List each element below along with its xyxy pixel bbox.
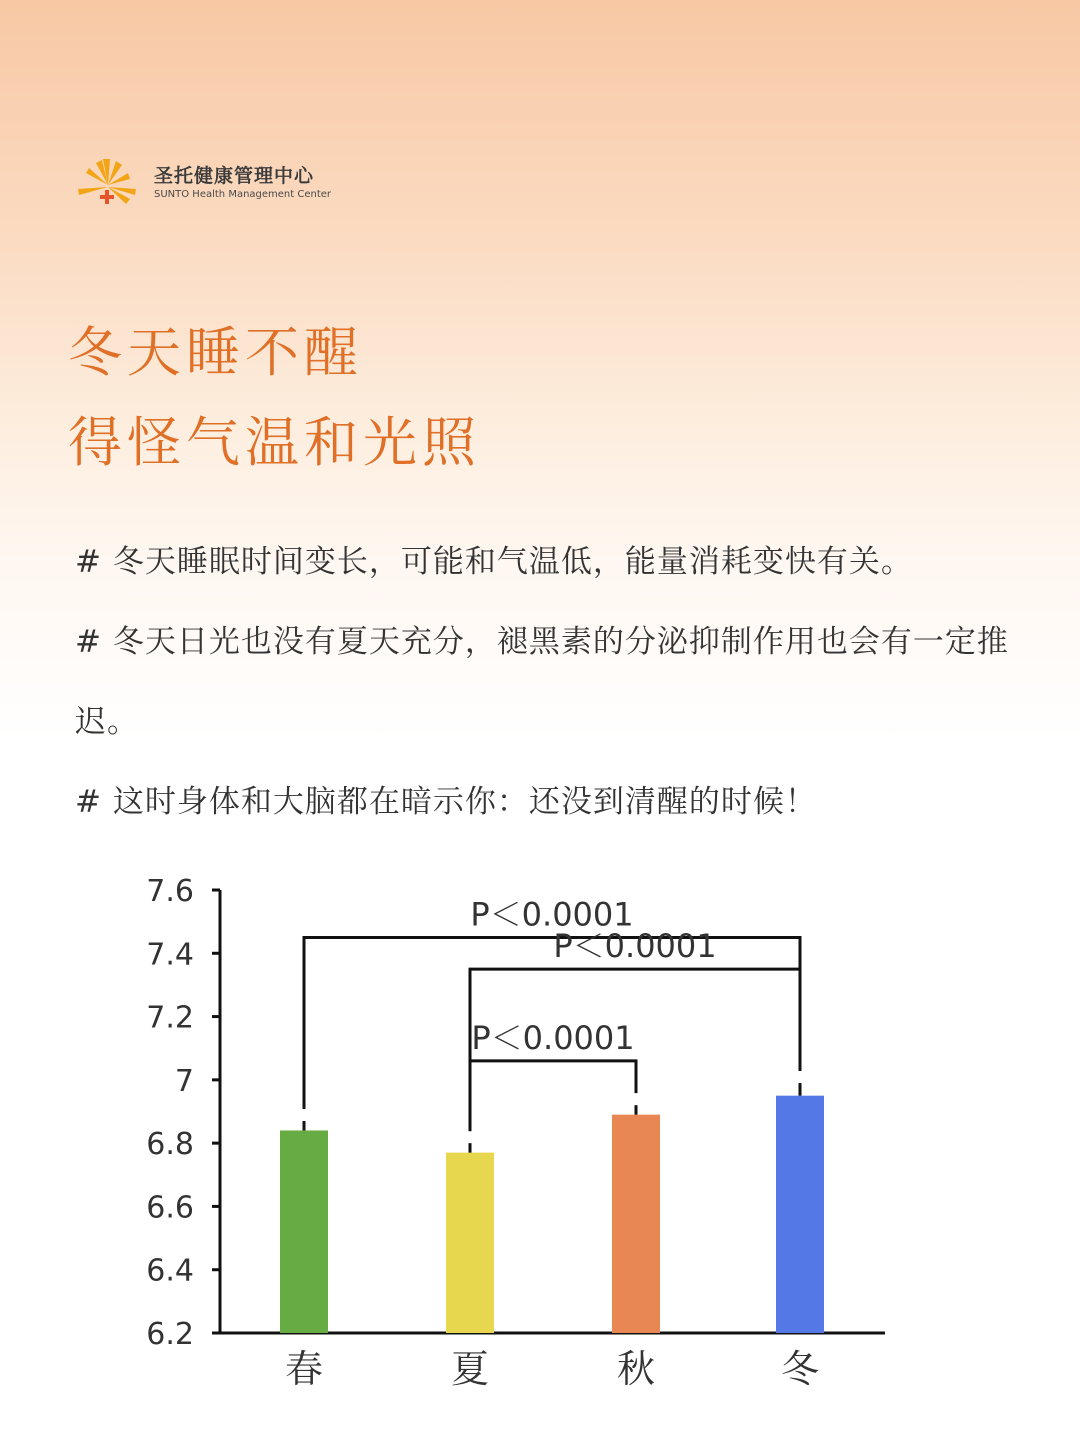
significance-label: P＜0.0001 [553,927,717,966]
brand-name-cn: 圣托健康管理中心 [154,165,315,187]
sun-cross-logo-icon [72,155,144,211]
significance-bracket [470,1061,636,1131]
y-tick-label: 6.8 [146,1127,194,1163]
bar [612,1115,660,1333]
x-tick-label: 冬 [780,1347,820,1391]
headline-line-1: 冬天睡不醒 [68,321,363,384]
significance-label: P＜0.0001 [471,1018,635,1057]
bar [776,1096,824,1333]
bullet-list [75,522,1040,842]
brand-name-en: SUNTO Health Management Center [154,189,332,200]
bullet-item: # 冬天睡眠时间变长，可能和气温低，能量消耗变快有关。 [75,544,913,580]
y-tick-label: 7.4 [146,937,194,973]
y-tick-label: 7 [174,1063,194,1099]
bullet-item: # 冬天日光也没有夏天充分，褪黑素的分泌抑制作用也会有一定推迟。 [75,624,1009,740]
significance-label: P＜0.0001 [470,895,634,934]
brand-logo [72,155,331,211]
y-tick-label: 6.2 [146,1317,194,1352]
y-tick-label: 6.4 [146,1253,194,1289]
headline [68,308,481,488]
x-tick-label: 夏 [450,1347,490,1391]
headline-line-2: 得怪气温和光照 [68,411,481,474]
y-tick-label: 7.2 [146,1000,194,1036]
bullet-item: # 这时身体和大脑都在暗示你：还没到清醒的时候！ [75,784,817,820]
x-tick-label: 春 [284,1347,324,1391]
x-tick-label: 秋 [616,1347,656,1391]
bar [280,1130,328,1333]
bar-chart-svg [0,850,1080,1410]
sleep-duration-chart [0,850,1080,1410]
y-tick-label: 6.6 [146,1190,194,1226]
y-tick-label: 7.6 [146,874,194,909]
bar [446,1153,494,1333]
